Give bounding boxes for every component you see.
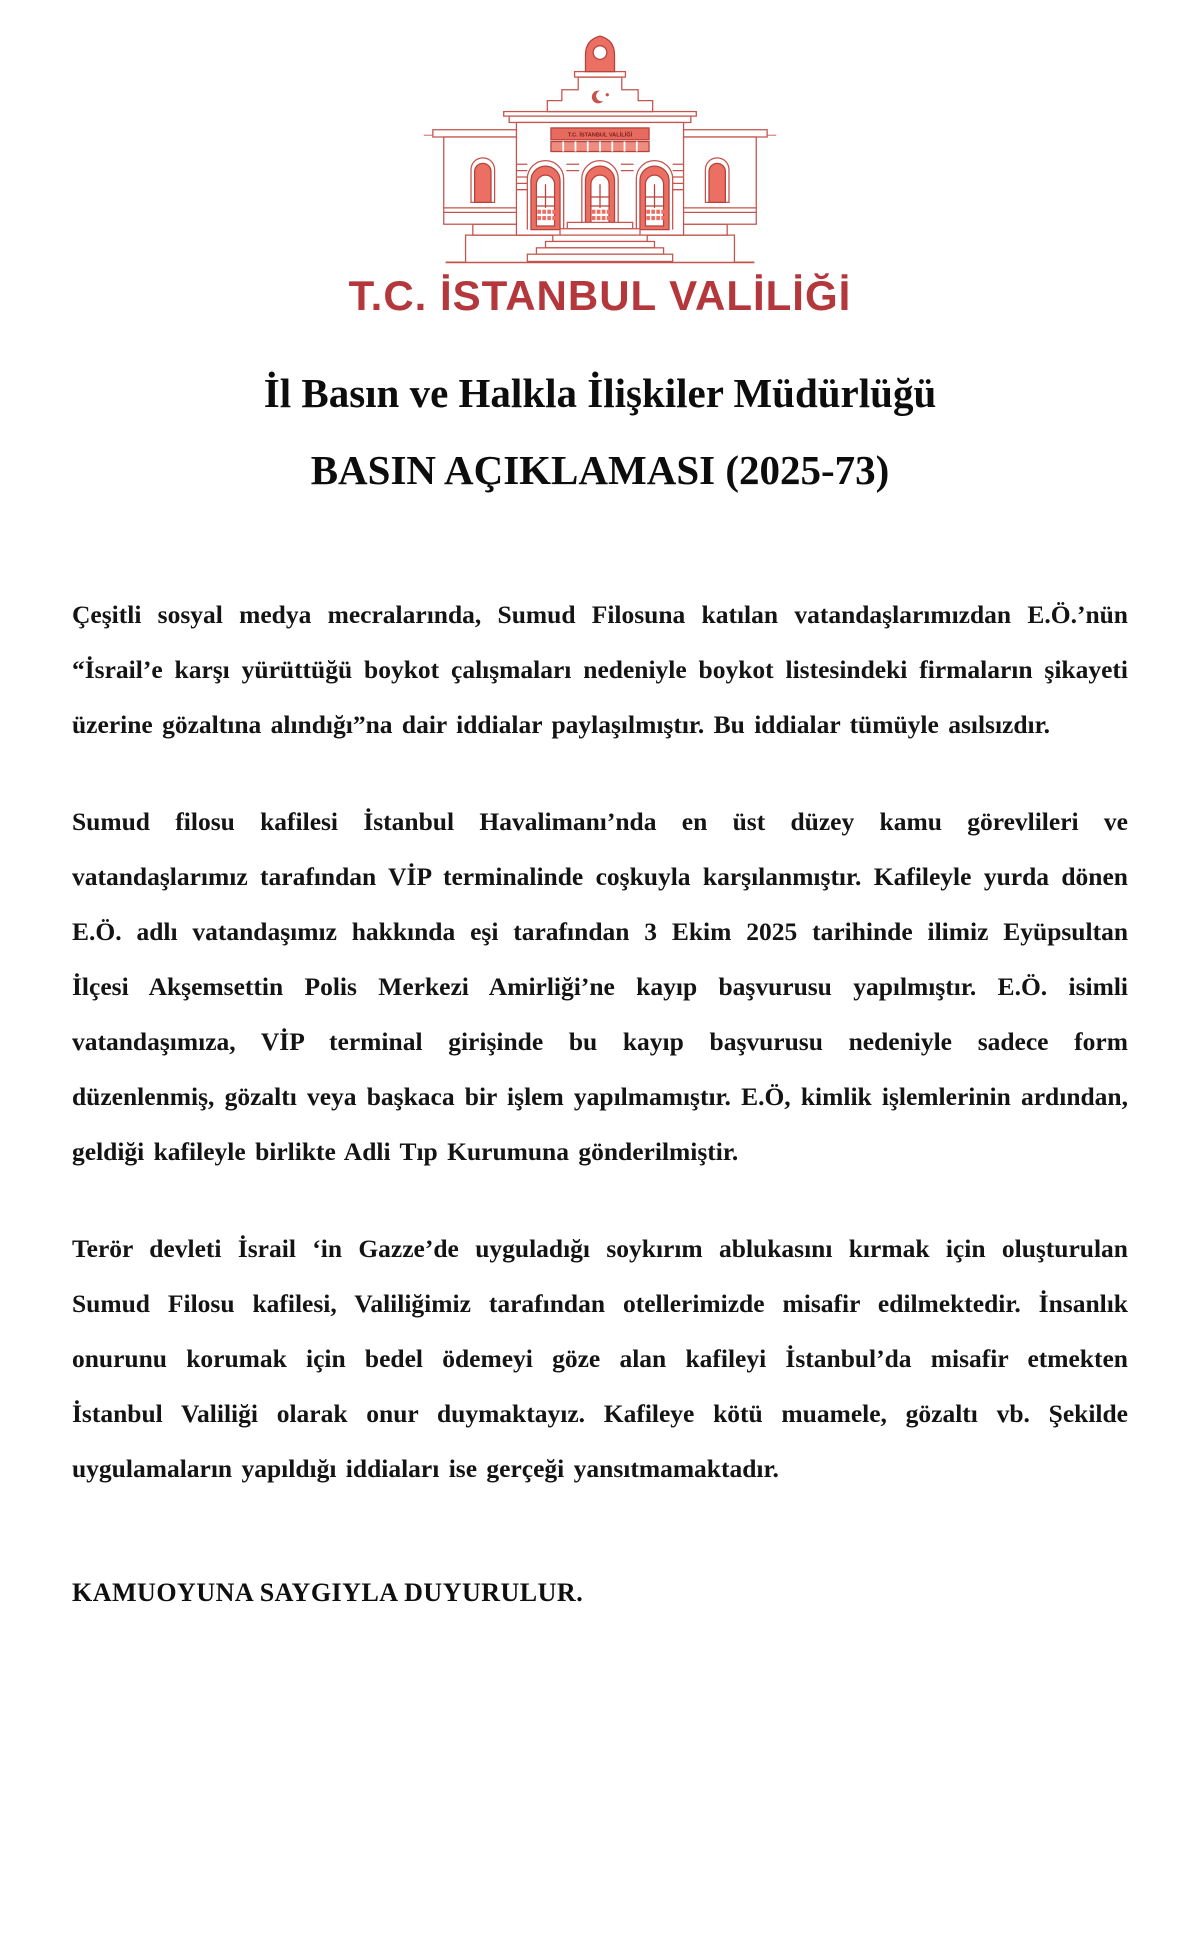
paragraph-claims: Çeşitli sosyal medya mecralarında, Sumud Filosuna katılan vatandaşlarımızdan E.Ö.’nün “İsrail’e karşı yürüttüğü boykot çalışmaları nedeniyle boykot listesindeki firmaların şikayeti üzerine gözaltına alındığı”na dair iddialar paylaşılmıştır. Bu iddialar tümüyle asılsızdır. (72, 600, 1128, 740)
paragraph-facts: Sumud filosu kafilesi İstanbul Havalimanı’nda en üst düzey kamu görevlileri ve vatandaşlarımız tarafından VİP terminalinde coşkuyla karşılanmıştır. Kafileyle yurda dönen E.Ö. adlı vatandaşımız hakkında eşi tarafından 3 Ekim 2025 tarihinde ilimiz Eyüpsultan İlçesi Akşemsettin Polis Merkezi Amirliği’ne kayıp başvurusu yapılmıştır. E.Ö. isimli vatandaşımıza, VİP terminal girişinde bu kayıp başvurusu nedeniyle sadece form düzenlenmiş, gözaltı veya başkaca bir işlem yapılmamıştır. E.Ö, kimlik işlemlerinin ardından, geldiği kafileyle birlikte Adli Tıp Kurumuna gönderilmiştir. (72, 807, 1128, 1167)
svg-text:T.C. İSTANBUL VALİLİĞİ: T.C. İSTANBUL VALİLİĞİ (567, 132, 633, 139)
logo-container (72, 28, 1128, 319)
press-release-number-title: BASIN AÇIKLAMASI (2025-73) (310, 446, 890, 493)
closing-statement: KAMUOYUNA SAYGIYLA DUYURULUR. (72, 1578, 584, 1608)
org-title: T.C. İSTANBUL VALİLİĞİ (348, 272, 852, 319)
government-building-icon (300, 28, 900, 266)
department-title: İl Basın ve Halkla İlişkiler Müdürlüğü (263, 370, 937, 417)
paragraph-hospitality: Terör devleti İsrail ‘in Gazze’de uyguladığı soykırım ablukasını kırmak için oluşturulan Sumud Filosu kafilesi, Valiliğimiz tarafından otellerimizde misafir edilmektedir. İnsanlık onurunu korumak için bedel ödemeyi göze alan kafileyi İstanbul’da misafir etmekten İstanbul Valiliği olarak onur duymaktayız. Kafileye kötü muamele, gözaltı vb. Şekilde uygulamaların yapıldığı iddiaları ise gerçeği yansıtmamaktadır. (72, 1234, 1128, 1484)
press-release-body (72, 587, 1128, 1608)
press-release-document (72, 0, 1128, 1608)
